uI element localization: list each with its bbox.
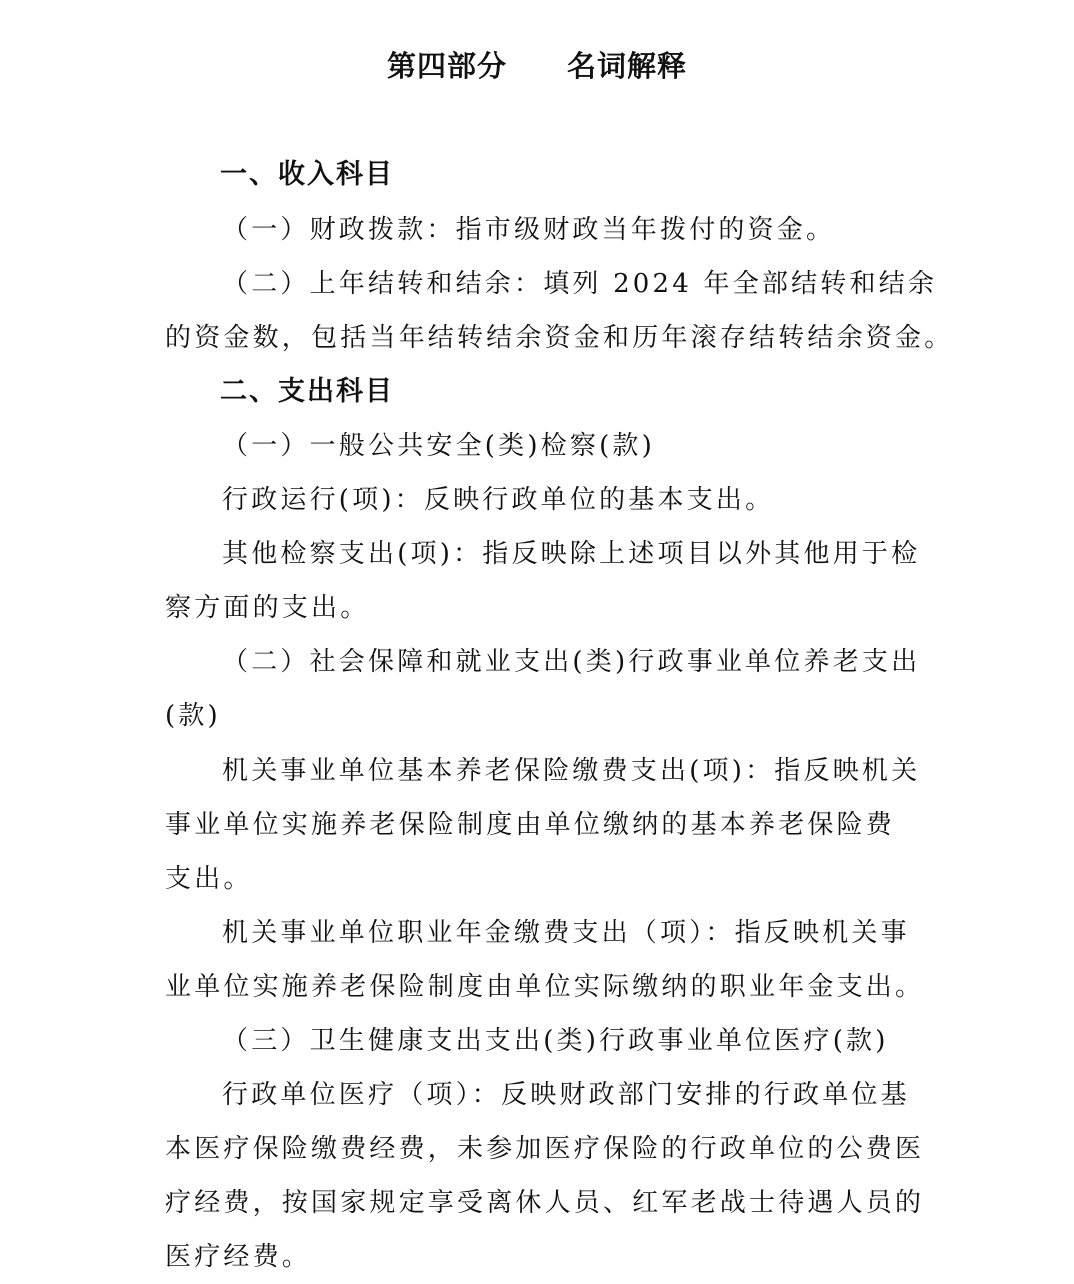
paragraph-line: 行政单位医疗（项）：反映财政部门安排的行政单位基	[222, 1080, 910, 1110]
paragraph-line: 机关事业单位基本养老保险缴费支出(项)：指反映机关	[222, 756, 921, 786]
paragraph-line: （一）财政拨款：指市级财政当年拨付的资金。	[222, 215, 836, 245]
paragraph-line: 行政运行(项)：反映行政单位的基本支出。	[222, 485, 775, 515]
page-title: 第四部分 名词解释	[386, 49, 687, 83]
section-heading-income: 一、收入科目	[220, 159, 394, 190]
paragraph-line: 事业单位实施养老保险制度由单位缴纳的基本养老保险费	[165, 810, 896, 840]
paragraph-line: （三）卫生健康支出支出(类)行政事业单位医疗(款)	[222, 1026, 889, 1056]
paragraph-line: 业单位实施养老保险制度由单位实际缴纳的职业年金支出。	[165, 972, 925, 1002]
paragraph-line: 机关事业单位职业年金缴费支出（项）：指反映机关事	[222, 918, 910, 948]
paragraph-line: 医疗经费。	[165, 1242, 312, 1272]
paragraph-line: 的资金数，包括当年结转结余资金和历年滚存结转结余资金。	[165, 323, 954, 353]
paragraph-line: 支出。	[165, 864, 253, 894]
paragraph-line: （二）社会保障和就业支出(类)行政事业单位养老支出	[222, 647, 921, 677]
section-heading-expenditure: 二、支出科目	[220, 376, 394, 407]
paragraph-line: (款)	[165, 701, 221, 731]
paragraph-line: （一）一般公共安全(类)检察(款)	[222, 431, 655, 461]
paragraph-line: （二）上年结转和结余：填列 2024 年全部结转和结余	[222, 269, 938, 299]
paragraph-line: 其他检察支出(项)：指反映除上述项目以外其他用于检	[222, 539, 921, 569]
paragraph-line: 本医疗保险缴费经费，未参加医疗保险的行政单位的公费医	[165, 1134, 925, 1164]
paragraph-line: 疗经费，按国家规定享受离休人员、红军老战士待遇人员的	[165, 1188, 925, 1218]
paragraph-line: 察方面的支出。	[165, 593, 370, 623]
